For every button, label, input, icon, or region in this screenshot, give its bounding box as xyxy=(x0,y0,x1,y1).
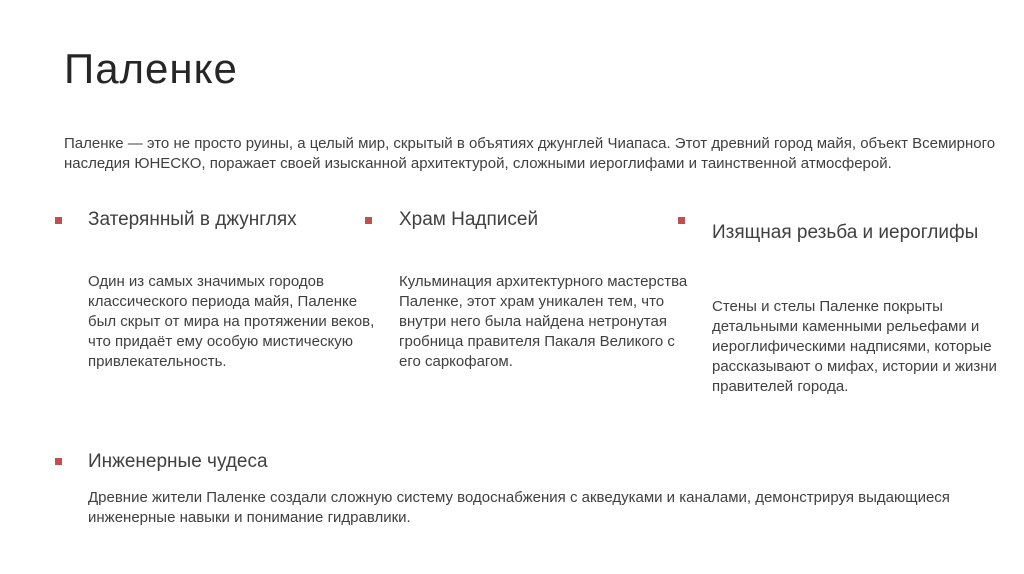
section-heading-engineering: Инженерные чудеса xyxy=(88,451,268,472)
section-text-carving: Стены и стелы Паленке покрыты детальными каменными рельефами и иероглифическими надписями, которые рассказывают о мифах, истории и жизни правителей города. xyxy=(712,298,997,395)
slide-title: Паленке xyxy=(64,45,238,92)
section-text-jungle: Один из самых значимых городов классического периода майя, Паленке был скрыт от мира на протяжении веков, что придаёт ему особую мистическую привлекательность. xyxy=(88,273,375,370)
bullet-icon xyxy=(678,217,685,224)
section-text-engineering: Древние жители Паленке создали сложную систему водоснабжения с акведуками и каналами, демонстрируя выдающиеся инженерные навыки и понимание гидравлики. xyxy=(88,489,950,526)
section-text-temple: Кульминация архитектурного мастерства Паленке, этот храм уникален тем, что внутри него была найдена нетронутая гробница правителя Пакаля Великого с его саркофагом. xyxy=(399,273,688,370)
bullet-icon xyxy=(365,217,372,224)
intro-paragraph: Паленке — это не просто руины, а целый мир, скрытый в объятиях джунглей Чиапаса. Этот древний город майя, объект Всемирного наследия ЮНЕСКО, поражает своей изысканной архитектурой, сложными иероглифами и таинственной атмосферой. xyxy=(64,135,996,172)
bullet-icon xyxy=(55,458,62,465)
bullet-icon xyxy=(55,217,62,224)
section-heading-carving: Изящная резьба и иероглифы xyxy=(712,222,979,243)
section-heading-jungle: Затерянный в джунглях xyxy=(88,209,297,230)
section-heading-temple: Храм Надписей xyxy=(399,209,539,230)
